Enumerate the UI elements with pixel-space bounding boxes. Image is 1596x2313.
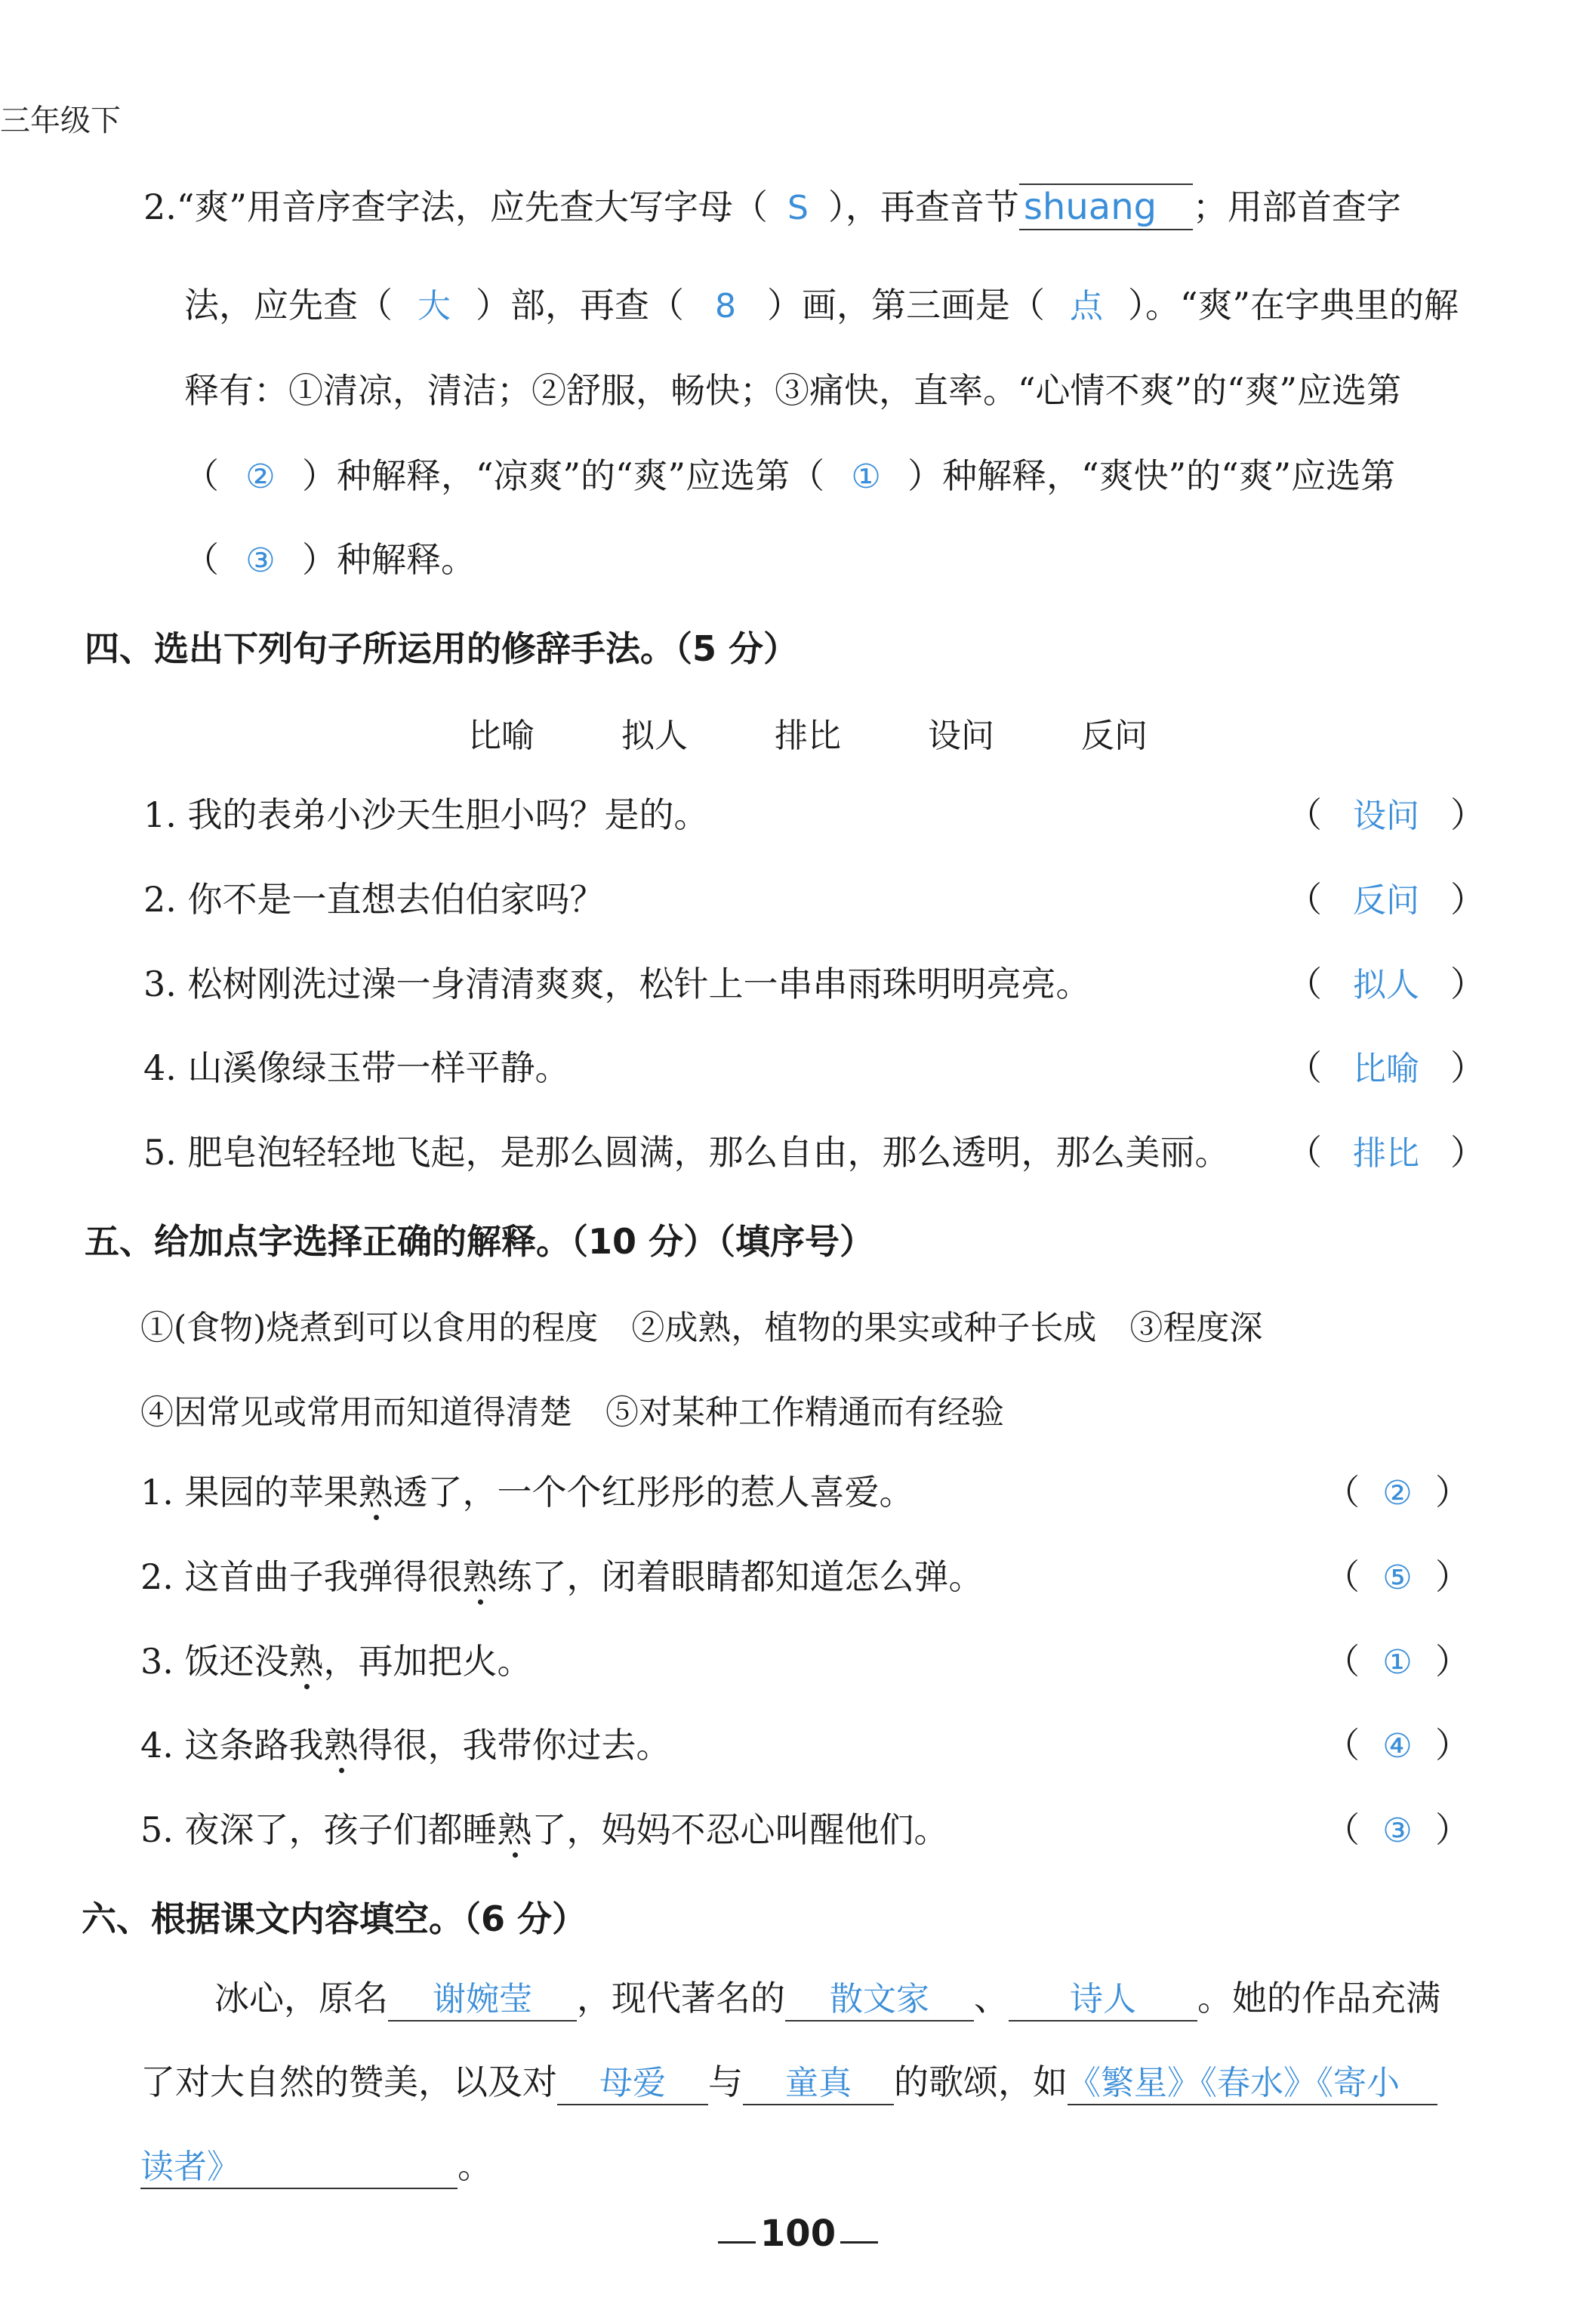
dotted-char: 熟 (288, 1641, 324, 1682)
s5-item-3-post: ，再加把火。 (323, 1641, 532, 1682)
q2-line5 (184, 537, 476, 584)
s4-item-4: 4. 山溪像绿玉带一样平静。 (143, 1047, 570, 1088)
grade-label: 三年级下 (0, 103, 121, 138)
answer-meaning-1: ② (245, 458, 276, 496)
rparen: ） (1435, 1809, 1470, 1850)
s4-answer-1 (1287, 792, 1485, 839)
s5-item-5-pre: 5. 夜深了，孩子们都睡 (140, 1809, 498, 1850)
s4-answer-2 (1287, 877, 1485, 924)
s5-answer-4 (1325, 1722, 1470, 1769)
answer-rhetoric-1: 设问 (1353, 797, 1419, 835)
answer-letter: S (787, 189, 809, 227)
s6-line-2-a: 了对大自然的赞美，以及对 (140, 2062, 557, 2102)
lparen: （ (1287, 879, 1322, 920)
answer-definition-2: ⑤ (1382, 1559, 1413, 1597)
s5-answer-5 (1325, 1807, 1470, 1854)
answer-definition-4: ④ (1382, 1727, 1413, 1766)
q2-line2-d: ）。“爽”在字典里的解 (1128, 285, 1459, 325)
s6-line-1-c: 、 (974, 1978, 1009, 2018)
option-2: 拟人 (621, 717, 688, 755)
left-dash (718, 2241, 756, 2244)
s5-answer-1 (1325, 1470, 1470, 1516)
s5-item-2-pre: 2. 这首曲子我弹得很 (140, 1556, 463, 1597)
right-dash (840, 2241, 878, 2244)
rparen: ） (1450, 964, 1485, 1004)
section-6-title: 六、根据课文内容填空。（6 分） (82, 1898, 587, 1939)
q2-line1-prefix: 2.“爽”用音序查字法，应先查大写字母（ (143, 187, 768, 227)
definition-line-1: ①(食物)烧煮到可以食用的程度 ②成熟，植物的果实或种子长成 ③程度深 (140, 1309, 1263, 1347)
answer-rhetoric-4: 比喻 (1353, 1050, 1419, 1088)
s5-answer-2 (1325, 1554, 1470, 1601)
dotted-char: 熟 (497, 1809, 532, 1850)
answer-works-part-1: 《繁星》《春水》《寄小 (1068, 2063, 1437, 2105)
s5-item-4-post: 得很，我带你过去。 (358, 1725, 671, 1766)
s6-line-1-a: 冰心，原名 (214, 1978, 388, 2018)
rparen: ） (1435, 1556, 1470, 1597)
s5-item-5 (140, 1807, 949, 1852)
s6-line-2-c: 的歌颂，如 (894, 2062, 1068, 2102)
answer-role-2: 诗人 (1009, 1979, 1197, 2022)
answer-rhetoric-3: 拟人 (1353, 966, 1419, 1004)
s5-item-3-pre: 3. 饭还没 (140, 1641, 289, 1682)
answer-mother-love: 母爱 (557, 2063, 708, 2105)
lparen: （ (1287, 794, 1322, 835)
rparen: ） (1435, 1641, 1470, 1682)
s4-item-3: 3. 松树刚洗过澡一身清清爽爽，松针上一串串雨珠明明亮亮。 (143, 964, 1091, 1004)
s5-answer-3 (1325, 1639, 1470, 1685)
section-4-title: 四、选出下列句子所运用的修辞手法。（5 分） (85, 628, 799, 669)
s6-line-2-b: 与 (708, 2062, 743, 2102)
option-4: 设问 (928, 717, 994, 755)
s4-answer-5 (1287, 1130, 1485, 1177)
option-5: 反问 (1081, 717, 1148, 755)
s4-answer-3 (1287, 961, 1485, 1008)
q2-line5-a: （ (184, 539, 219, 580)
s5-item-4-pre: 4. 这条路我 (140, 1725, 324, 1766)
lparen: （ (1325, 1472, 1360, 1513)
s6-line-2 (140, 2059, 1437, 2105)
lparen: （ (1325, 1641, 1360, 1682)
page-number-text: 100 (759, 2213, 837, 2255)
s5-item-3 (140, 1639, 532, 1684)
q2-line4 (184, 453, 1395, 500)
answer-definition-5: ③ (1382, 1812, 1413, 1850)
s5-item-1-post: 透了，一个个红彤彤的惹人喜爱。 (393, 1472, 914, 1513)
s4-item-2: 2. 你不是一直想去伯伯家吗？ (143, 879, 605, 920)
q2-line4-a: （ (184, 455, 219, 496)
answer-rhetoric-5: 排比 (1353, 1134, 1419, 1173)
rparen: ） (1435, 1725, 1470, 1766)
answer-works-part-2: 读者》 (140, 2147, 458, 2189)
rparen: ） (1435, 1472, 1470, 1513)
q2-line1-mid: ），再查音节 (827, 187, 1019, 227)
s6-line-3 (140, 2143, 492, 2189)
q2-line2-a: 法，应先查（ (184, 285, 393, 325)
dotted-char: 熟 (462, 1556, 498, 1597)
rparen: ） (1450, 794, 1485, 835)
answer-definition-3: ① (1382, 1643, 1413, 1682)
s5-item-4 (140, 1722, 671, 1768)
lparen: （ (1287, 1047, 1322, 1088)
q2-line1-suffix: ；用部首查字 (1192, 187, 1401, 227)
s4-item-1: 1. 我的表弟小沙天生胆小吗？是的。 (143, 794, 709, 835)
lparen: （ (1287, 964, 1322, 1004)
answer-role-1: 散文家 (785, 1979, 974, 2022)
q2-line5-b: ）种解释。 (302, 539, 476, 580)
answer-original-name: 谢婉莹 (388, 1979, 577, 2022)
lparen: （ (1325, 1725, 1360, 1766)
s5-item-1 (140, 1470, 914, 1515)
q2-line2-c: ）画，第三画是（ (767, 285, 1045, 325)
rparen: ） (1450, 879, 1485, 920)
dotted-char: 熟 (323, 1725, 359, 1766)
answer-strokes: 8 (715, 287, 736, 325)
answer-radical: 大 (417, 287, 451, 325)
rparen: ） (1450, 1132, 1485, 1173)
s4-item-5: 5. 肥皂泡轻轻地飞起，是那么圆满，那么自由，那么透明，那么美丽。 (143, 1132, 1230, 1173)
s4-answer-4 (1287, 1045, 1485, 1092)
s6-line-3-end: 。 (458, 2145, 492, 2186)
s6-line-1 (214, 1975, 1440, 2022)
page-number (0, 2213, 1596, 2255)
lparen: （ (1325, 1809, 1360, 1850)
answer-meaning-2: ① (851, 458, 881, 496)
section-5-title: 五、给加点字选择正确的解释。（10 分）（填序号） (85, 1221, 875, 1262)
option-3: 排比 (775, 717, 841, 755)
answer-third-stroke: 点 (1070, 287, 1103, 325)
s5-item-2 (140, 1554, 984, 1599)
rhetoric-options (468, 708, 1148, 757)
q2-line1 (143, 183, 1401, 231)
dotted-char: 熟 (358, 1472, 393, 1513)
q2-line4-c: ）种解释，“爽快”的“爽”应选第 (907, 455, 1396, 496)
answer-syllable: shuang (1019, 183, 1193, 230)
lparen: （ (1325, 1556, 1360, 1597)
q2-line3: 释有：①清凉，清洁；②舒服，畅快；③痛快，直率。“心情不爽”的“爽”应选第 (184, 370, 1402, 411)
definition-line-2: ④因常见或常用而知道得清楚 ⑤对某种工作精通而有经验 (140, 1393, 1004, 1432)
answer-definition-1: ② (1382, 1474, 1413, 1513)
q2-line4-b: ）种解释，“凉爽”的“爽”应选第（ (302, 455, 825, 496)
s6-line-1-d: 。她的作品充满 (1197, 1978, 1440, 2018)
rparen: ） (1450, 1047, 1485, 1088)
q2-line2 (184, 282, 1459, 329)
answer-rhetoric-2: 反问 (1353, 881, 1419, 920)
lparen: （ (1287, 1132, 1322, 1173)
q2-line2-b: ）部，再查（ (476, 285, 684, 325)
s5-item-2-post: 练了，闭着眼睛都知道怎么弹。 (497, 1556, 984, 1597)
option-1: 比喻 (468, 717, 535, 755)
s5-item-5-post: 了，妈妈不忍心叫醒他们。 (531, 1809, 949, 1850)
s6-line-1-b: ，现代著名的 (577, 1978, 785, 2018)
s5-item-1-pre: 1. 果园的苹果 (140, 1472, 359, 1513)
answer-innocence: 童真 (743, 2063, 894, 2105)
answer-meaning-3: ③ (245, 541, 276, 580)
